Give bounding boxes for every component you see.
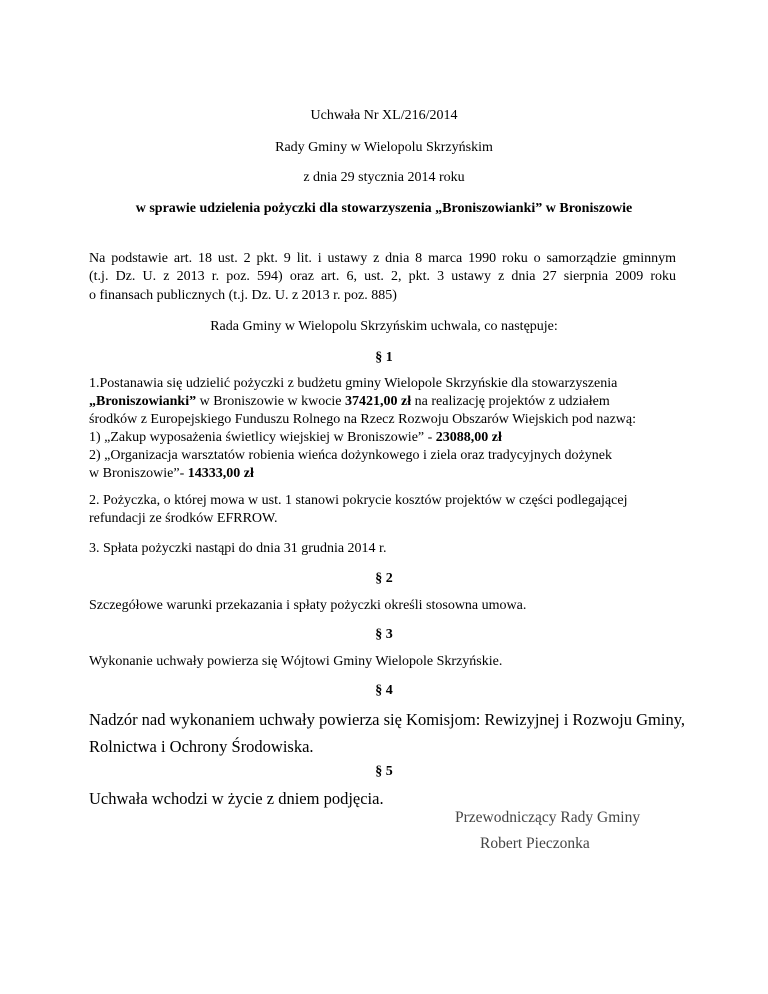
council-name: Rady Gminy w Wielopolu Skrzyńskim — [275, 140, 493, 155]
section-3-text: Wykonanie uchwały powierza się Wójtowi Gminy Wielopole Skrzyńskie. — [89, 654, 503, 669]
section-1-line-2 — [89, 393, 610, 410]
section-1-paragraph-2-line-1: 2. Pożyczka, o której mowa w ust. 1 stanowi pokrycie kosztów projektów w części podlegającej — [89, 493, 628, 508]
preamble-line-2: (t.j. Dz. U. z 2013 r. poz. 594) oraz art. 6, ust. 2, pkt. 3 ustawy z dnia 27 sierpnia 2009 roku — [89, 269, 676, 284]
resolution-date: z dnia 29 stycznia 2014 roku — [303, 170, 465, 185]
section-1-line-2-mid: w Broniszowie w kwocie — [196, 394, 346, 409]
project-1 — [89, 429, 502, 446]
project-1-title: 1) „Zakup wyposażenia świetlicy wiejskiej w Broniszowie” - — [89, 430, 436, 445]
association-name: „Broniszowianki” — [89, 394, 197, 409]
project-2-line-2 — [89, 465, 254, 482]
section-1-paragraph-2-line-2: refundacji ze środków EFRROW. — [89, 511, 278, 526]
preamble-line-3: o finansach publicznych (t.j. Dz. U. z 2013 r. poz. 885) — [89, 288, 397, 303]
section-4-heading: § 4 — [375, 683, 393, 698]
section-1-line-1: 1.Postanawia się udzielić pożyczki z budżetu gminy Wielopole Skrzyńskie dla stowarzyszenia — [89, 376, 618, 391]
section-1-line-3: środków z Europejskiego Funduszu Rolnego na Rzecz Rozwoju Obszarów Wiejskich pod nazwą: — [89, 412, 636, 427]
resolves-statement: Rada Gminy w Wielopolu Skrzyńskim uchwala, co następuje: — [210, 319, 558, 334]
section-2-heading: § 2 — [375, 571, 393, 586]
signature-title: Przewodniczący Rady Gminy — [455, 809, 641, 826]
section-1-paragraph-3: 3. Spłata pożyczki nastąpi do dnia 31 grudnia 2014 r. — [89, 541, 387, 556]
section-1-heading: § 1 — [375, 350, 393, 365]
project-1-amount: 23088,00 zł — [435, 430, 502, 445]
section-1-line-2-rest: na realizację projektów z udziałem — [411, 394, 610, 409]
loan-amount: 37421,00 zł — [345, 394, 412, 409]
section-5-text: Uchwała wchodzi w życie z dniem podjęcia. — [89, 789, 384, 808]
project-2-title-end: w Broniszowie”- — [89, 466, 188, 481]
resolution-number: Uchwała Nr XL/216/2014 — [310, 108, 458, 123]
project-2-amount: 14333,00 zł — [187, 466, 254, 481]
signature-name: Robert Pieczonka — [480, 835, 590, 852]
project-2-line-1: 2) „Organizacja warsztatów robienia wieńca dożynkowego i ziela oraz tradycyjnych dożynek — [89, 448, 612, 463]
section-4-line-2: Rolnictwa i Ochrony Środowiska. — [89, 737, 314, 756]
resolution-subject: w sprawie udzielenia pożyczki dla stowarzyszenia „Broniszowianki” w Broniszowie — [135, 201, 633, 216]
section-2-text: Szczegółowe warunki przekazania i spłaty pożyczki określi stosowna umowa. — [89, 598, 527, 613]
preamble-line-1: Na podstawie art. 18 ust. 2 pkt. 9 lit. i ustawy z dnia 8 marca 1990 roku o samorządzie gminnym — [89, 251, 676, 266]
section-5-heading: § 5 — [375, 764, 393, 779]
section-3-heading: § 3 — [375, 627, 393, 642]
section-4-line-1: Nadzór nad wykonaniem uchwały powierza się Komisjom: Rewizyjnej i Rozwoju Gminy, — [89, 710, 686, 729]
